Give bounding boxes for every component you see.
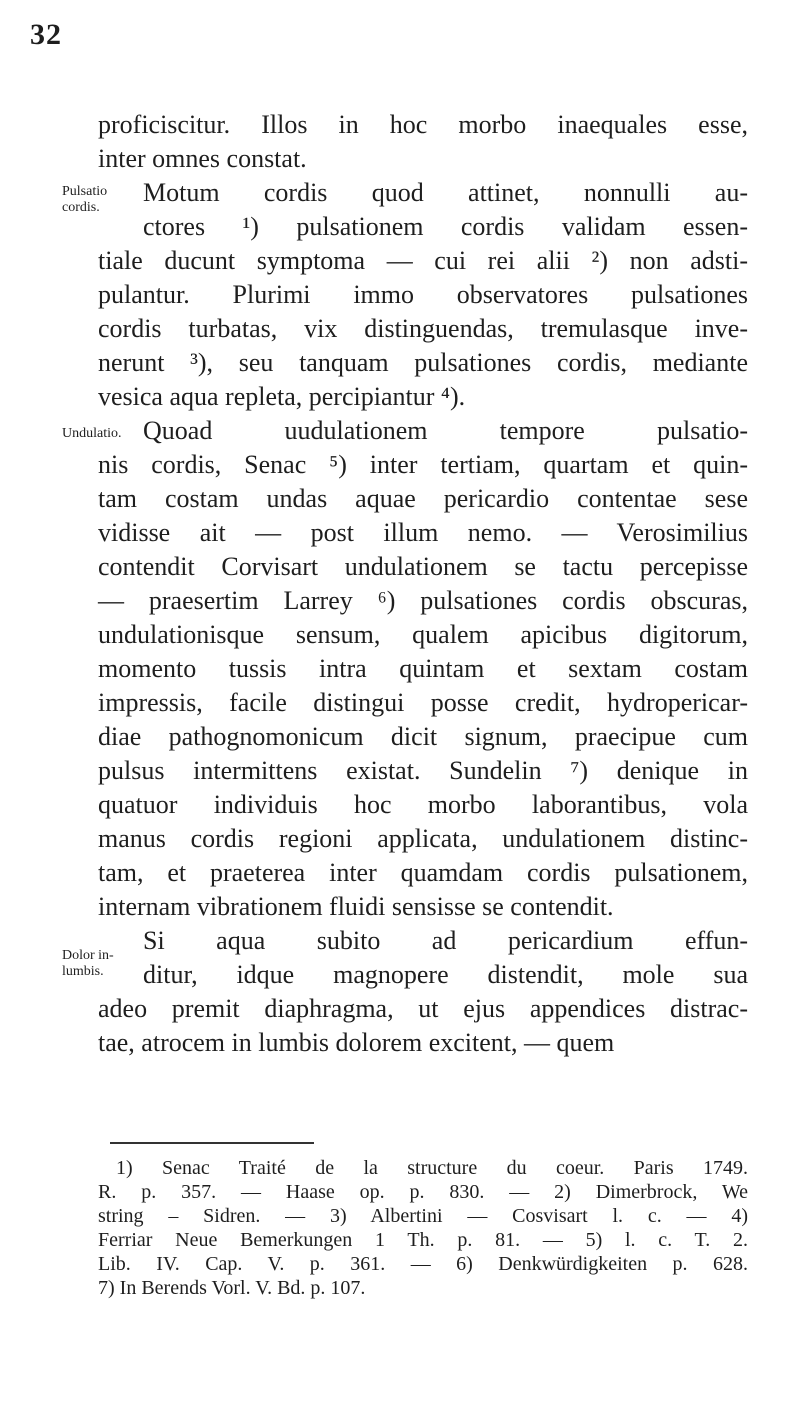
footnote-line: Lib. IV. Cap. V. p. 361. — 6) Denkwürdigkeiten p. 628.	[98, 1253, 748, 1275]
text-line: impressis, facile distingui posse credit, hydropericar-	[98, 688, 748, 717]
text-line: tam, et praeterea inter quamdam cordis pulsationem,	[98, 858, 748, 887]
text-line: pulsus intermittens existat. Sundelin ⁷) denique in	[98, 756, 748, 785]
text-line: ctores ¹) pulsationem cordis validam essen-	[143, 212, 748, 241]
margin-note-dolor: lumbis.	[62, 964, 104, 979]
footnote-line: 1) Senac Traité de la structure du coeur. Paris 1749.	[116, 1157, 748, 1179]
text-line: tae, atrocem in lumbis dolorem excitent, — quem	[98, 1028, 615, 1057]
text-line: internam vibrationem fluidi sensisse se contendit.	[98, 892, 614, 921]
text-line: proficiscitur. Illos in hoc morbo inaequales esse,	[98, 110, 748, 139]
text-line: Quoad uudulationem tempore pulsatio-	[143, 416, 748, 445]
footnote-line: string – Sidren. — 3) Albertini — Cosvisart l. c. — 4)	[98, 1205, 748, 1227]
text-line: adeo premit diaphragma, ut ejus appendices distrac-	[98, 994, 748, 1023]
footnote-line: Ferriar Neue Bemerkungen 1 Th. p. 81. — 5) l. c. T. 2.	[98, 1229, 748, 1251]
text-line: ditur, idque magnopere distendit, mole sua	[143, 960, 748, 989]
margin-note-pulsatio: cordis.	[62, 200, 100, 215]
margin-note-undulatio: Undulatio.	[62, 426, 122, 441]
text-line: momento tussis intra quintam et sextam costam	[98, 654, 748, 683]
text-line: nerunt ³), seu tanquam pulsationes cordis, mediante	[98, 348, 748, 377]
text-line: vesica aqua repleta, percipiantur ⁴).	[98, 382, 466, 411]
text-line: nis cordis, Senac ⁵) inter tertiam, quartam et quin-	[98, 450, 748, 479]
margin-note-pulsatio: Pulsatio	[62, 184, 108, 199]
footnote-divider	[110, 1142, 314, 1144]
page-number: 32	[30, 18, 62, 51]
text-line: undulationisque sensum, qualem apicibus digitorum,	[98, 620, 748, 649]
text-line: quatuor individuis hoc morbo laborantibus, vola	[98, 790, 748, 819]
text-line: vidisse ait — post illum nemo. — Verosimilius	[98, 518, 748, 547]
text-line: tiale ducunt symptoma — cui rei alii ²) non adsti-	[98, 246, 748, 275]
text-line: — praesertim Larrey ⁶) pulsationes cordis obscuras,	[98, 586, 748, 615]
text-line: manus cordis regioni applicata, undulationem distinc-	[98, 824, 748, 853]
text-line: contendit Corvisart undulationem se tactu percepisse	[98, 552, 748, 581]
footnote-line: 7) In Berends Vorl. V. Bd. p. 107.	[98, 1277, 366, 1299]
footnote-line: R. p. 357. — Haase op. p. 830. — 2) Dimerbrock, We	[98, 1181, 748, 1203]
text-line: Motum cordis quod attinet, nonnulli au-	[143, 178, 748, 207]
text-line: tam costam undas aquae pericardio contentae sese	[98, 484, 748, 513]
text-line: inter omnes constat.	[98, 144, 307, 173]
text-line: diae pathognomonicum dicit signum, praecipue cum	[98, 722, 748, 751]
text-line: cordis turbatas, vix distinguendas, tremulasque inve-	[98, 314, 748, 343]
text-line: Si aqua subito ad pericardium effun-	[143, 926, 748, 955]
text-line: pulantur. Plurimi immo observatores pulsationes	[98, 280, 748, 309]
margin-note-dolor: Dolor in-	[62, 948, 114, 963]
